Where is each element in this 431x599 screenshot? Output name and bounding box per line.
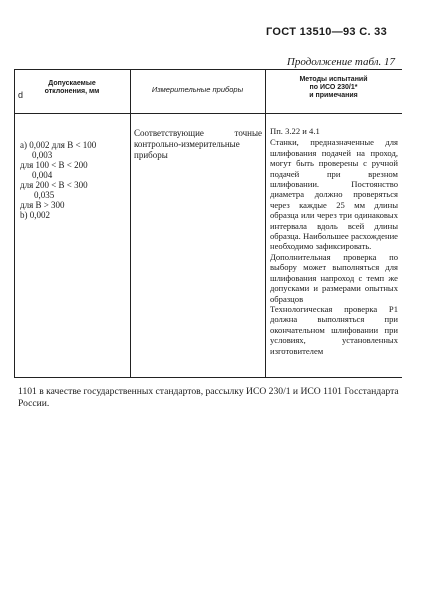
column-header-tolerance [14, 80, 130, 96]
column-header-methods-line-3: и примечания [309, 92, 358, 99]
measuring-instruments-cell: Соответствующие точные контрольно-измерительные приборы [134, 128, 262, 160]
page-header: ГОСТ 13510—93 С. 33 [266, 26, 387, 38]
methods-reference: Пп. 3.22 и 4.1 [270, 126, 320, 136]
column-header-tolerance-line-2: отклонения, мм [44, 88, 100, 95]
tolerance-range-4: для B > 300 [20, 200, 65, 210]
methods-paragraph-3: Технологическая проверка Р1 должна выполняться при окончательном шлифовании при условиях, установленных изготовителем [270, 303, 398, 356]
column-header-tolerance-line-1: Допускаемые [48, 80, 96, 87]
tolerance-value-3: 0,004 [32, 170, 53, 180]
table-left-border [14, 69, 15, 377]
footnote: 1101 в качестве государственных стандартов, рассылку ИСО 230/1 и ИСО 1101 Госстандарта России. [18, 386, 399, 409]
methods-paragraph-1: Станки, предназначенные для шлифования подачей на проход, могут быть проверены с ручной подачей при врезном шлифовании. Постоянство диаметра должно проверяться через каждые 25 мм длины образца или через три одинаковых интервала вдоль всей длины образца. Наибольшее расхождение необходимо зафиксировать. [270, 137, 398, 252]
tolerance-range-3: для 200 < B < 300 [20, 180, 88, 190]
column-header-methods-line-2: по ИСО 230/1* [309, 84, 358, 91]
table-column-divider-1 [130, 69, 131, 377]
table-bottom-rule [14, 377, 402, 378]
tolerance-a-line: a) 0,002 для B < 100 [20, 140, 97, 150]
tolerance-b-line: b) 0,002 [20, 210, 50, 220]
table-header-rule [14, 113, 402, 114]
tolerance-value-4: 0,035 [34, 190, 55, 200]
side-label-d: d [18, 90, 24, 100]
table-column-divider-2 [265, 69, 266, 377]
column-header-instruments: Измерительные приборы [151, 85, 244, 94]
column-header-methods-line-1: Методы испытаний [299, 76, 368, 83]
test-methods-cell [270, 126, 398, 356]
methods-paragraph-2: Дополнительная проверка по выбору может выполняться для шлифования напроход с темп же допусками и размерами опытных образцов [270, 251, 398, 304]
column-header-methods [265, 76, 402, 100]
table-top-rule [14, 69, 402, 70]
tolerance-value-2: 0,003 [32, 150, 53, 160]
table-continuation-label: Продолжение табл. 17 [286, 56, 395, 68]
tolerance-range-2: для 100 < B < 200 [20, 160, 88, 170]
